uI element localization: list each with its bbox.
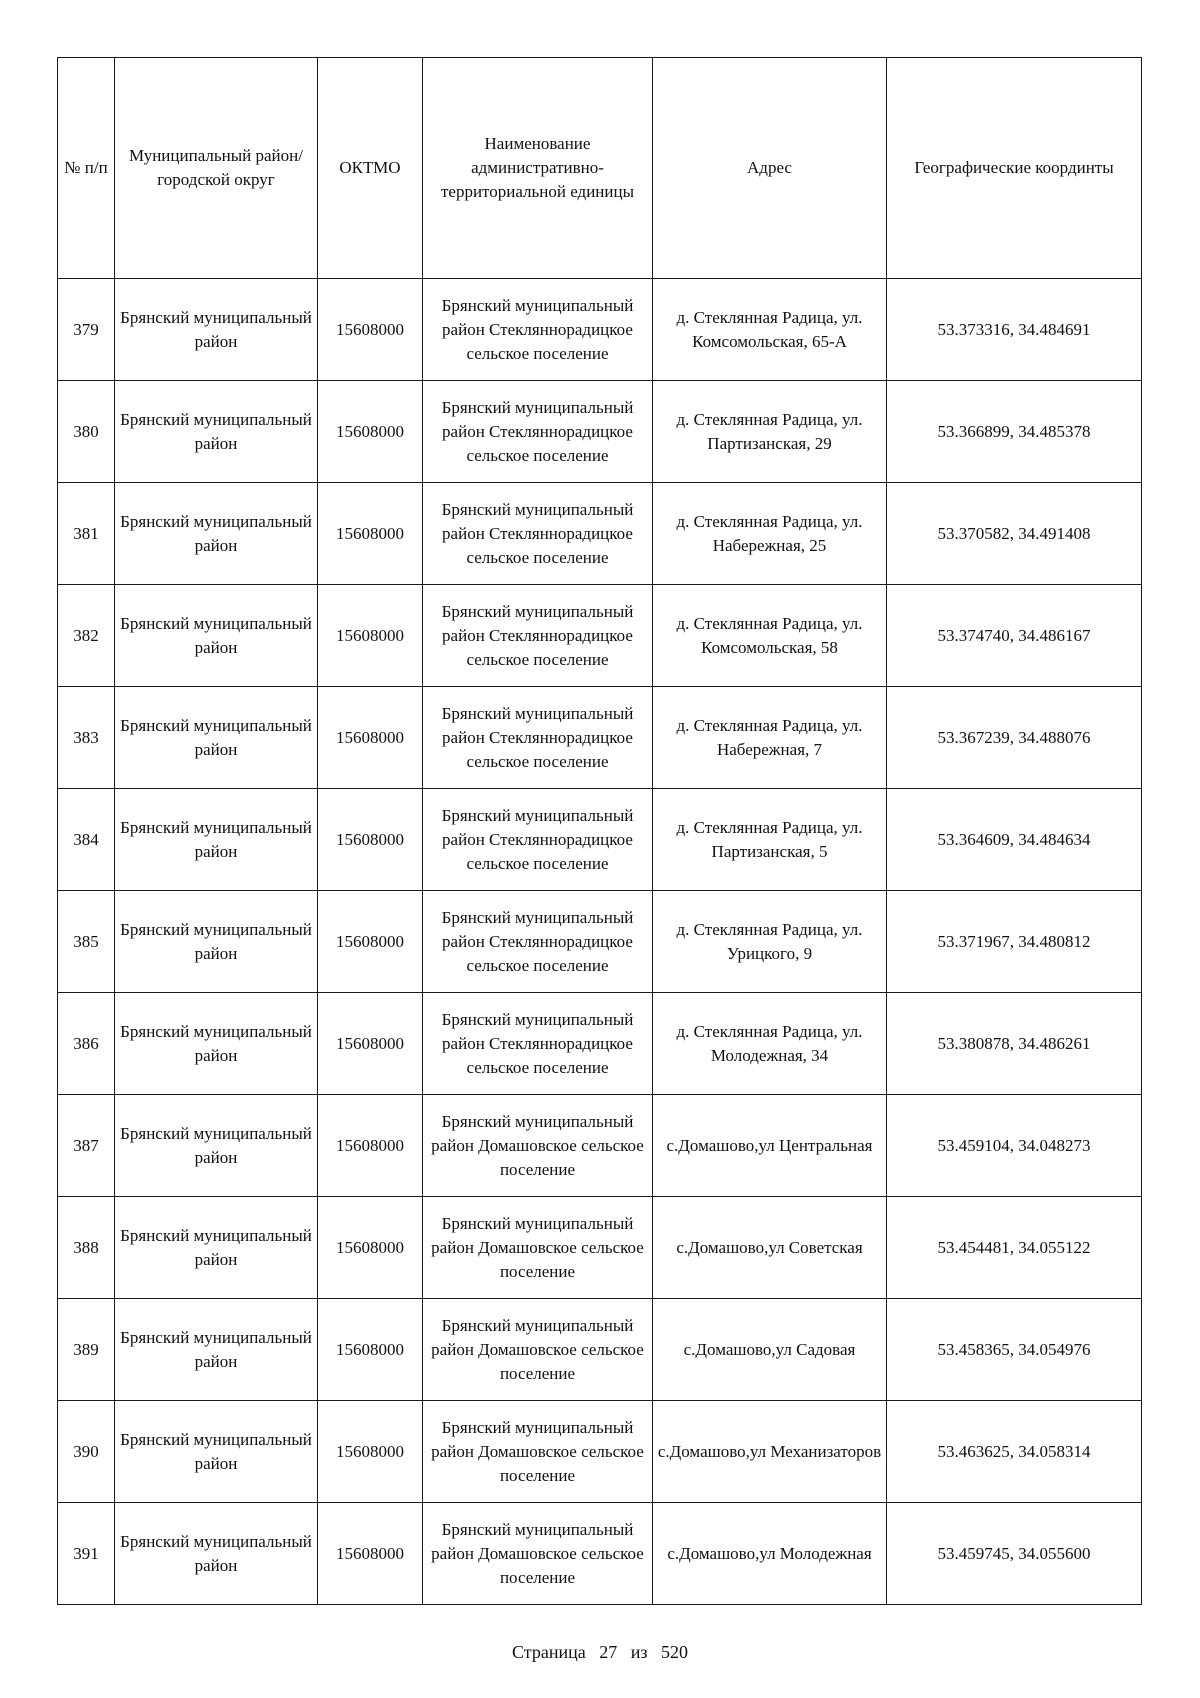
cell-municipality: Брянский муниципальный район	[115, 1197, 318, 1299]
cell-oktmo: 15608000	[318, 1197, 423, 1299]
cell-territorial-unit: Брянский муниципальный район Стекляннорадицкое сельское поселение	[423, 279, 653, 381]
cell-oktmo: 15608000	[318, 381, 423, 483]
cell-coordinates: 53.374740, 34.486167	[887, 585, 1142, 687]
of-label: из	[630, 1642, 648, 1662]
cell-territorial-unit: Брянский муниципальный район Стекляннорадицкое сельское поселение	[423, 585, 653, 687]
cell-address: д. Стеклянная Радица, ул. Партизанская, 5	[653, 789, 887, 891]
cell-address: д. Стеклянная Радица, ул. Набережная, 25	[653, 483, 887, 585]
cell-coordinates: 53.459745, 34.055600	[887, 1503, 1142, 1605]
cell-municipality: Брянский муниципальный район	[115, 1503, 318, 1605]
cell-oktmo: 15608000	[318, 891, 423, 993]
table-row	[58, 891, 1142, 993]
table-row	[58, 381, 1142, 483]
header-territorial-unit: Наименование административно-территориальной единицы	[423, 58, 653, 279]
cell-address: с.Домашово,ул Молодежная	[653, 1503, 887, 1605]
cell-number: 390	[58, 1401, 115, 1503]
cell-oktmo: 15608000	[318, 483, 423, 585]
cell-coordinates: 53.364609, 34.484634	[887, 789, 1142, 891]
cell-number: 387	[58, 1095, 115, 1197]
cell-municipality: Брянский муниципальный район	[115, 1095, 318, 1197]
header-coordinates: Географические координты	[887, 58, 1142, 279]
cell-coordinates: 53.367239, 34.488076	[887, 687, 1142, 789]
cell-territorial-unit: Брянский муниципальный район Домашовское сельское поселение	[423, 1095, 653, 1197]
cell-coordinates: 53.366899, 34.485378	[887, 381, 1142, 483]
cell-oktmo: 15608000	[318, 687, 423, 789]
cell-coordinates: 53.380878, 34.486261	[887, 993, 1142, 1095]
table-row	[58, 687, 1142, 789]
cell-number: 384	[58, 789, 115, 891]
cell-territorial-unit: Брянский муниципальный район Стекляннорадицкое сельское поселение	[423, 483, 653, 585]
table-body	[58, 279, 1142, 1605]
cell-territorial-unit: Брянский муниципальный район Домашовское сельское поселение	[423, 1299, 653, 1401]
cell-oktmo: 15608000	[318, 993, 423, 1095]
cell-address: д. Стеклянная Радица, ул. Комсомольская, 58	[653, 585, 887, 687]
cell-oktmo: 15608000	[318, 279, 423, 381]
cell-address: д. Стеклянная Радица, ул. Комсомольская, 65-А	[653, 279, 887, 381]
table-row	[58, 789, 1142, 891]
cell-address: с.Домашово,ул Центральная	[653, 1095, 887, 1197]
table-row	[58, 1197, 1142, 1299]
cell-coordinates: 53.373316, 34.484691	[887, 279, 1142, 381]
cell-territorial-unit: Брянский муниципальный район Домашовское сельское поселение	[423, 1197, 653, 1299]
cell-address: с.Домашово,ул Механизаторов	[653, 1401, 887, 1503]
cell-territorial-unit: Брянский муниципальный район Домашовское сельское поселение	[423, 1401, 653, 1503]
cell-number: 382	[58, 585, 115, 687]
cell-municipality: Брянский муниципальный район	[115, 381, 318, 483]
cell-number: 383	[58, 687, 115, 789]
cell-oktmo: 15608000	[318, 585, 423, 687]
cell-municipality: Брянский муниципальный район	[115, 483, 318, 585]
cell-municipality: Брянский муниципальный район	[115, 993, 318, 1095]
cell-municipality: Брянский муниципальный район	[115, 585, 318, 687]
header-municipality: Муниципальный район/городской округ	[115, 58, 318, 279]
cell-oktmo: 15608000	[318, 1095, 423, 1197]
cell-municipality: Брянский муниципальный район	[115, 687, 318, 789]
cell-number: 389	[58, 1299, 115, 1401]
cell-number: 386	[58, 993, 115, 1095]
cell-municipality: Брянский муниципальный район	[115, 891, 318, 993]
cell-address: д. Стеклянная Радица, ул. Урицкого, 9	[653, 891, 887, 993]
cell-municipality: Брянский муниципальный район	[115, 789, 318, 891]
table-row	[58, 585, 1142, 687]
cell-address: с.Домашово,ул Советская	[653, 1197, 887, 1299]
cell-territorial-unit: Брянский муниципальный район Стекляннорадицкое сельское поселение	[423, 993, 653, 1095]
table-row	[58, 1095, 1142, 1197]
cell-territorial-unit: Брянский муниципальный район Стекляннорадицкое сельское поселение	[423, 381, 653, 483]
header-number: № п/п	[58, 58, 115, 279]
cell-oktmo: 15608000	[318, 1401, 423, 1503]
cell-coordinates: 53.371967, 34.480812	[887, 891, 1142, 993]
cell-number: 388	[58, 1197, 115, 1299]
cell-oktmo: 15608000	[318, 789, 423, 891]
cell-number: 380	[58, 381, 115, 483]
cell-municipality: Брянский муниципальный район	[115, 1299, 318, 1401]
table-row	[58, 279, 1142, 381]
cell-number: 379	[58, 279, 115, 381]
current-page-number: 27	[599, 1642, 618, 1662]
cell-coordinates: 53.370582, 34.491408	[887, 483, 1142, 585]
cell-number: 385	[58, 891, 115, 993]
table-row	[58, 1401, 1142, 1503]
cell-coordinates: 53.459104, 34.048273	[887, 1095, 1142, 1197]
cell-coordinates: 53.454481, 34.055122	[887, 1197, 1142, 1299]
table-row	[58, 483, 1142, 585]
page-label: Страница	[512, 1642, 586, 1662]
table-row	[58, 1299, 1142, 1401]
cell-number: 391	[58, 1503, 115, 1605]
cell-territorial-unit: Брянский муниципальный район Стекляннорадицкое сельское поселение	[423, 789, 653, 891]
cell-territorial-unit: Брянский муниципальный район Стекляннорадицкое сельское поселение	[423, 891, 653, 993]
cell-coordinates: 53.463625, 34.058314	[887, 1401, 1142, 1503]
cell-address: д. Стеклянная Радица, ул. Набережная, 7	[653, 687, 887, 789]
cell-municipality: Брянский муниципальный район	[115, 279, 318, 381]
cell-address: д. Стеклянная Радица, ул. Молодежная, 34	[653, 993, 887, 1095]
cell-coordinates: 53.458365, 34.054976	[887, 1299, 1142, 1401]
cell-oktmo: 15608000	[318, 1503, 423, 1605]
registry-table	[57, 57, 1142, 1605]
header-oktmo: ОКТМО	[318, 58, 423, 279]
table-row	[58, 993, 1142, 1095]
cell-oktmo: 15608000	[318, 1299, 423, 1401]
cell-territorial-unit: Брянский муниципальный район Стекляннорадицкое сельское поселение	[423, 687, 653, 789]
page-footer	[0, 1640, 1200, 1664]
cell-number: 381	[58, 483, 115, 585]
table-header-row	[58, 58, 1142, 279]
table-row	[58, 1503, 1142, 1605]
cell-territorial-unit: Брянский муниципальный район Домашовское сельское поселение	[423, 1503, 653, 1605]
cell-address: с.Домашово,ул Садовая	[653, 1299, 887, 1401]
total-pages-number: 520	[660, 1642, 688, 1662]
cell-address: д. Стеклянная Радица, ул. Партизанская, 29	[653, 381, 887, 483]
header-address: Адрес	[653, 58, 887, 279]
cell-municipality: Брянский муниципальный район	[115, 1401, 318, 1503]
